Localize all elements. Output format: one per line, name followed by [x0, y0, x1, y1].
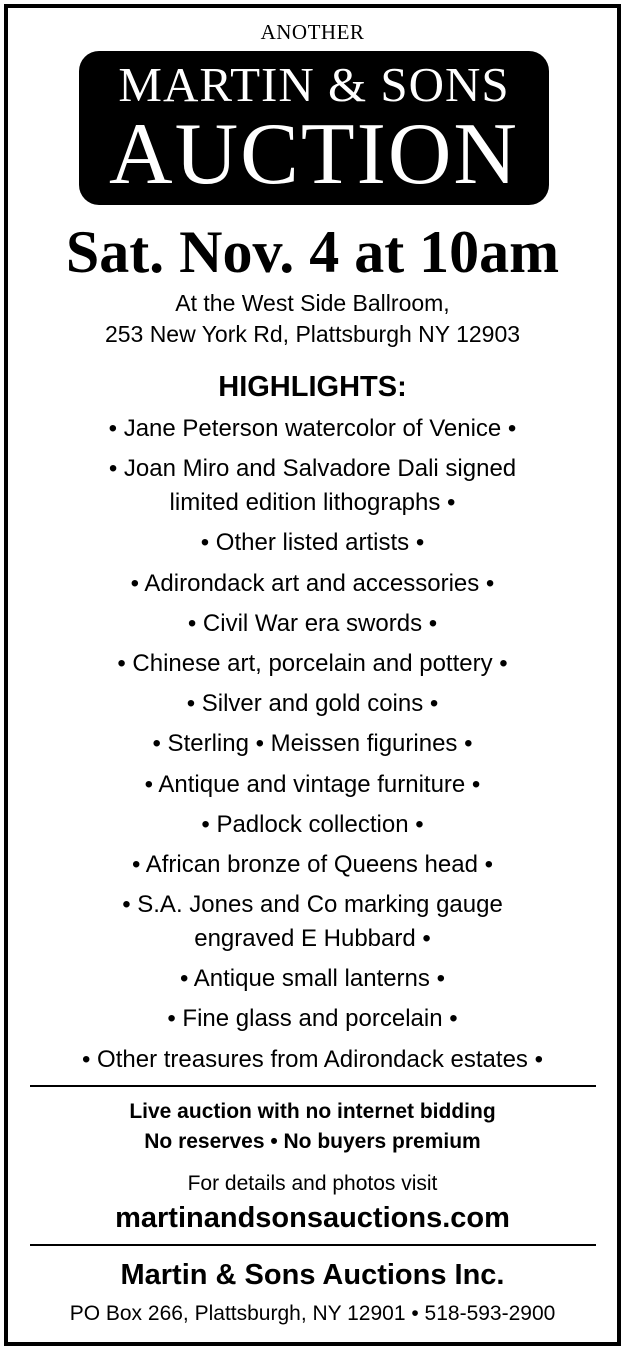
venue-line-1: At the West Side Ballroom, [175, 290, 450, 316]
logo-auction-word: AUCTION [109, 106, 519, 203]
terms-line-1: Live auction with no internet bidding [129, 1100, 496, 1123]
pre-title: ANOTHER [260, 20, 365, 44]
highlight-item: • Adirondack art and accessories • [130, 569, 495, 597]
auction-advertisement [4, 4, 621, 1346]
terms-line-2: No reserves • No buyers premium [144, 1130, 481, 1153]
highlights-heading: HIGHLIGHTS: [218, 371, 407, 403]
highlight-item: • Fine glass and porcelain • [167, 1005, 458, 1033]
highlight-item: • Other treasures from Adirondack estates • [81, 1045, 543, 1073]
details-text: For details and photos visit [187, 1172, 438, 1195]
auction-logo [79, 51, 549, 205]
highlight-item: • Silver and gold coins • [186, 690, 439, 718]
highlight-item: • Padlock collection • [201, 810, 424, 838]
auction-terms [8, 1097, 617, 1157]
highlight-item: • Joan Miro and Salvadore Dali signed limited edition lithographs • [108, 455, 517, 517]
divider [30, 1085, 596, 1087]
highlight-item: • Chinese art, porcelain and pottery • [117, 649, 508, 677]
highlight-item: • Other listed artists • [200, 529, 425, 557]
divider [30, 1244, 596, 1246]
venue-line-2: 253 New York Rd, Plattsburgh NY 12903 [104, 321, 521, 347]
contact-info: PO Box 266, Plattsburgh, NY 12901 • 518-593-2900 [69, 1302, 556, 1325]
website-link[interactable]: martinandsonsauctions.com [115, 1202, 510, 1234]
highlight-item: • Sterling • Meissen figurines • [152, 730, 473, 758]
highlights-list [8, 412, 617, 1083]
highlight-item: • Civil War era swords • [187, 609, 438, 637]
highlight-item: • African bronze of Queens head • [131, 850, 494, 878]
highlight-item: • S.A. Jones and Co marking gauge engraved E Hubbard • [122, 891, 503, 953]
event-date: Sat. Nov. 4 at 10am [65, 219, 560, 285]
highlight-item: • Jane Peterson watercolor of Venice • [108, 415, 517, 442]
company-name: Martin & Sons Auctions Inc. [120, 1259, 505, 1291]
highlight-item: • Antique and vintage furniture • [144, 770, 481, 798]
logo-company-name: MARTIN & SONS [118, 57, 510, 112]
venue-address [8, 288, 617, 350]
highlight-item: • Antique small lanterns • [180, 965, 445, 993]
